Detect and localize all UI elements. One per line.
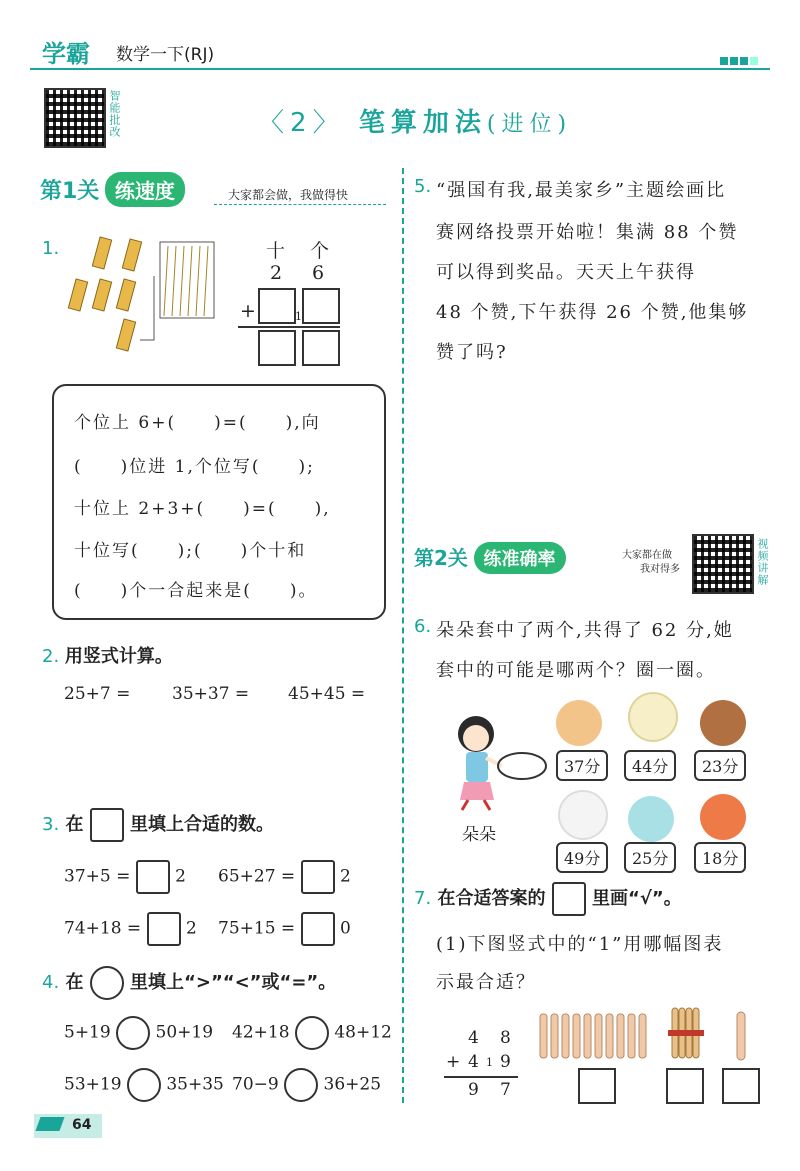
q1-number: 1. [42, 238, 60, 259]
level1-note: 大家都会做，我做得快 [228, 188, 349, 202]
q5-line-2: 赛网络投票开始啦！集满 88 个赞 [436, 222, 739, 243]
q7-top-ones: 8 [500, 1028, 511, 1048]
q1-sum-tens-box[interactable] [258, 330, 296, 366]
q5-line-3: 可以得到奖品。天天上午获得 [436, 262, 696, 283]
q6-line-2: 套中的可能是哪两个？圈一圈。 [436, 660, 716, 681]
q3-item-2: 65+27 = 2 [218, 860, 351, 894]
q4-item-2: 42+18 48+12 [232, 1016, 392, 1050]
q7-carry: 1 [486, 1056, 493, 1069]
subject-title: 数学一下(RJ) [116, 45, 215, 65]
q7-option-1-box[interactable] [578, 1068, 616, 1104]
q3-item-3: 74+18 = 2 [64, 912, 197, 946]
goose-icon[interactable] [558, 790, 608, 840]
brand-logo: 学霸 [42, 40, 90, 68]
lesson-number: 〈2〉 [258, 108, 345, 138]
monkey-icon[interactable] [700, 700, 746, 746]
q2-item-2: 35+37 = [172, 684, 250, 704]
level1-underline [214, 204, 386, 205]
q1-addend-tens-box[interactable] [258, 288, 296, 324]
q7-top-tens: 4 [468, 1028, 479, 1048]
q1-line-2: ( )位进 1,个位写( ); [74, 457, 315, 477]
score-18[interactable]: 18分 [694, 842, 746, 873]
q4-item-4: 70−9 36+25 [232, 1068, 381, 1102]
column-divider [402, 168, 404, 1103]
q3-item-4-box[interactable] [301, 912, 335, 946]
page-number: 64 [72, 1117, 92, 1133]
score-44[interactable]: 44分 [624, 750, 676, 781]
q1-stick-bundles [64, 236, 224, 356]
q3-item-4: 75+15 = 0 [218, 912, 351, 946]
q3-item-1: 37+5 = 2 [64, 860, 186, 894]
q4-item-1-circle[interactable] [116, 1016, 150, 1050]
q1-line-1: 个位上 6+( )=( ),向 [74, 413, 321, 433]
score-37[interactable]: 37分 [556, 750, 608, 781]
qr-code-video[interactable] [692, 534, 754, 594]
q7-mid-ones: 9 [500, 1052, 511, 1072]
q1-carry-mark: 1 [295, 310, 302, 323]
level1-banner: 第1关 练速度 [40, 172, 185, 207]
q5-line-1: “强国有我,最美家乡”主题绘画比 [436, 180, 727, 201]
q4-circle-icon [90, 966, 124, 1000]
q1-digit-ones: 6 [312, 262, 325, 284]
score-25[interactable]: 25分 [624, 842, 676, 873]
stick-bundle-icon [664, 1006, 708, 1062]
q2-item-1: 25+7 = [64, 684, 131, 704]
q5-line-5: 赞了吗? [436, 342, 508, 363]
girl-name: 朵朵 [462, 825, 496, 845]
q7-bottom-tens: 9 [468, 1080, 479, 1100]
q7-bottom-ones: 7 [500, 1080, 511, 1100]
q7-sub-line-1: (1)下图竖式中的“1”用哪幅图表 [436, 934, 724, 955]
q1-fill-box [52, 384, 386, 620]
page-number-tab [34, 1114, 102, 1138]
q4-item-4-circle[interactable] [284, 1068, 318, 1102]
q5-number: 5. [414, 176, 432, 197]
q2-item-3: 45+45 = [288, 684, 366, 704]
qr-code-top[interactable] [44, 88, 106, 148]
score-49[interactable]: 49分 [556, 842, 608, 873]
q7-option-2-box[interactable] [666, 1068, 704, 1104]
level2-banner: 第2关 练准确率 [414, 542, 566, 574]
q1-sum-line [238, 326, 340, 328]
q1-sum-ones-box[interactable] [302, 330, 340, 366]
q3-item-2-box[interactable] [301, 860, 335, 894]
sheep-icon[interactable] [628, 692, 678, 742]
q4-item-1: 5+19 50+19 [64, 1016, 213, 1050]
q1-plus-sign: + [240, 300, 256, 322]
q7-mid-tens: 4 [468, 1052, 479, 1072]
cat-icon[interactable] [628, 796, 674, 842]
level2-note-1: 大家都在做 [622, 550, 672, 561]
q2-header: 2. 用竖式计算。 [42, 646, 173, 667]
q7-sum-line [444, 1076, 518, 1078]
header-bar [30, 32, 770, 70]
q3-item-1-box[interactable] [136, 860, 170, 894]
q7-plus: + [446, 1052, 461, 1072]
q4-item-3-circle[interactable] [127, 1068, 161, 1102]
q7-option-3-box[interactable] [722, 1068, 760, 1104]
q3-item-3-box[interactable] [147, 912, 181, 946]
fox-icon[interactable] [700, 794, 746, 840]
q1-line-4: 十位写( );( )个十和 [74, 541, 307, 561]
qr-video-label: 视频讲解 [756, 538, 769, 586]
dog-icon[interactable] [556, 700, 602, 746]
q1-col-tens-label: 十 [266, 240, 286, 262]
pencil-icon [35, 1117, 64, 1131]
q1-line-3: 十位上 2+3+( )=( ), [74, 499, 331, 519]
q3-header: 3. 在 里填上合适的数。 [42, 808, 274, 842]
lesson-title: 〈2〉 笔算加法(进位) [258, 108, 573, 138]
q1-digit-tens: 2 [270, 262, 283, 284]
header-dots [720, 50, 758, 69]
q4-item-3: 53+19 35+35 [64, 1068, 224, 1102]
q5-line-4: 48 个赞,下午获得 26 个赞,他集够 [436, 302, 749, 323]
q7-box-icon [552, 882, 586, 916]
q7-sub-line-2: 示最合适？ [436, 972, 536, 993]
ten-loose-sticks-icon [538, 1010, 650, 1062]
q6-number: 6. [414, 616, 432, 637]
level2-note-2: 我对得多 [640, 564, 680, 575]
score-23[interactable]: 23分 [694, 750, 746, 781]
qr-top-label: 智能批改 [108, 90, 121, 138]
q1-addend-ones-box[interactable] [302, 288, 340, 324]
girl-illustration [446, 708, 550, 812]
single-stick-icon [734, 1010, 748, 1062]
q6-line-1: 朵朵套中了两个,共得了 62 分,她 [436, 620, 734, 641]
q7-header: 7. 在合适答案的 里画“√”。 [414, 882, 682, 916]
q1-col-ones-label: 个 [310, 240, 330, 262]
q4-header: 4. 在 里填上“>”“<”或“=”。 [42, 966, 336, 1000]
q4-item-2-circle[interactable] [295, 1016, 329, 1050]
q1-line-5: ( )个一合起来是( )。 [74, 581, 318, 601]
q3-box-icon [90, 808, 124, 842]
